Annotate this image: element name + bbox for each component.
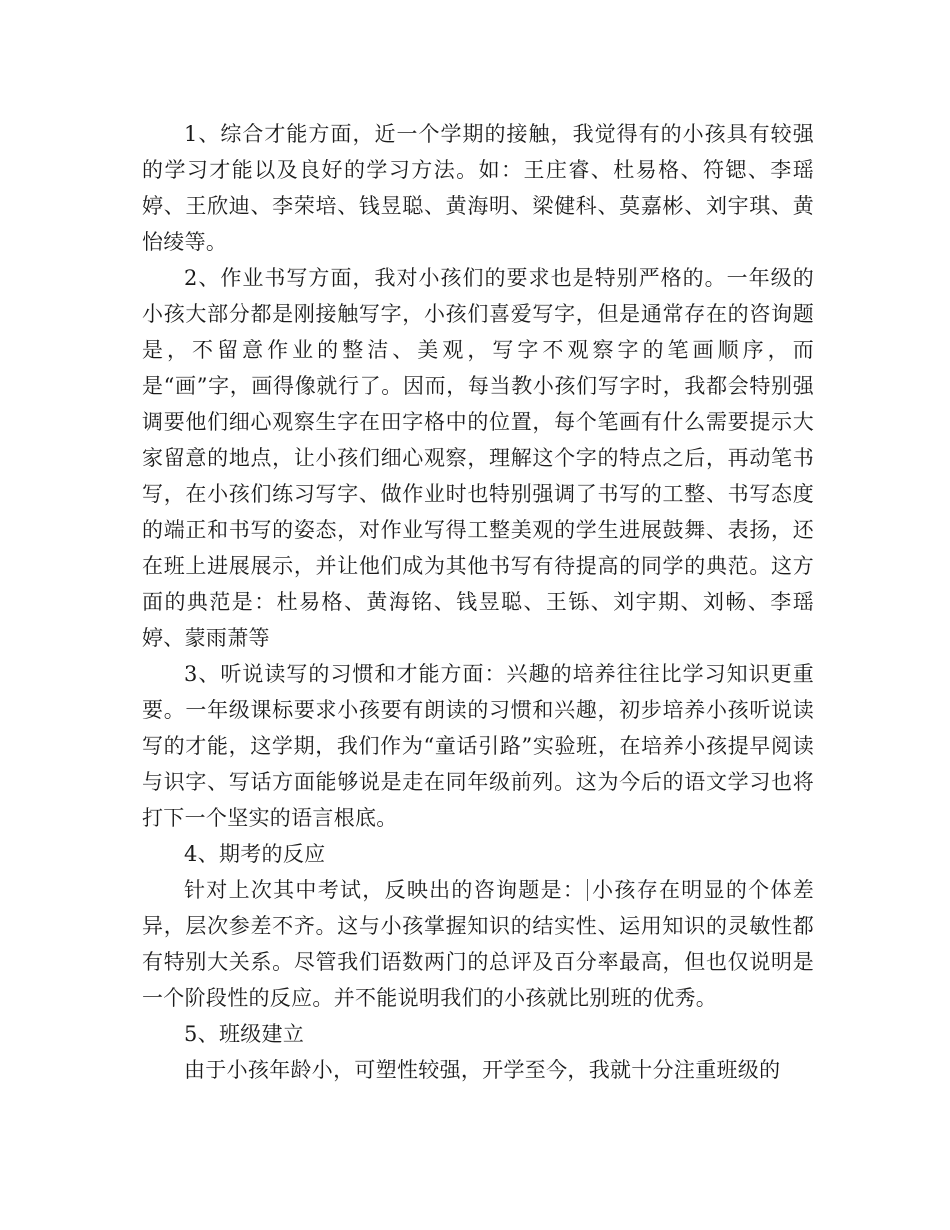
paragraph-5-exam-feedback — [142, 872, 814, 1016]
paragraph-1-ability: 1、综合才能方面，近一个学期的接触，我觉得有的小孩具有较强的学习才能以及良好的学习方法。如：王庄睿、杜易格、符锶、李瑶婷、王欣迪、李荣培、钱昱聪、黄海明、梁健科、莫嘉彬、刘宇琪、黄怡绫等。 — [142, 122, 814, 254]
text-cursor — [587, 879, 588, 901]
paragraph-2-homework-writing: 2、作业书写方面，我对小孩们的要求也是特别严格的。一年级的小孩大部分都是刚接触写字，小孩们喜爱写字，但是通常存在的咨询题是，不留意作业的整洁、美观，写字不观察字的笔画顺序，而是“画”字，画得像就行了。因而，每当教小孩们写字时，我都会特别强调要他们细心观察生字在田字格中的位置，每个笔画有什么需要提示大家留意的地点，让小孩们细心观察，理解这个字的特点之后，再动笔书写，在小孩们练习写字、做作业时也特别强调了书写的工整、书写态度的端正和书写的姿态，对作业写得工整美观的学生进展鼓舞、表扬，还在班上进展展示，并让他们成为其他书写有待提高的同学的典范。这方面的典范是：杜易格、黄海铭、钱昱聪、王铄、刘宇期、刘畅、李瑶婷、蒙雨萧等 — [142, 266, 814, 650]
paragraph-7-class-building: 由于小孩年龄小，可塑性较强，开学至今，我就十分注重班级的 — [184, 1058, 781, 1082]
paragraph-6-class-heading: 5、班级建立 — [184, 1022, 305, 1046]
paragraph-4-exam-heading: 4、期考的反应 — [184, 842, 326, 866]
paragraph-3-reading-habits: 3、听说读写的习惯和才能方面：兴趣的培养往往比学习知识更重要。一年级课标要求小孩要有朗读的习惯和兴趣，初步培养小孩听说读写的才能，这学期，我们作为“童话引路”实验班，在培养小孩提早阅读与识字、写话方面能够说是走在同年级前列。这为今后的语文学习也将打下一个坚实的语言根底。 — [142, 662, 814, 830]
document-body — [142, 116, 814, 1088]
paragraph-5-text-end: 小孩存在明显的个体差异，层次参差不齐。这与小孩掌握知识的结实性、运用知识的灵敏性都有特别大关系。尽管我们语数两门的总评及百分率最高，但也仅说明是一个阶段性的反应。并不能说明我们的小孩就比别班的优秀。 — [142, 878, 814, 1010]
paragraph-5-text-start: 针对上次其中考试，反映出的咨询题是： — [184, 878, 586, 902]
